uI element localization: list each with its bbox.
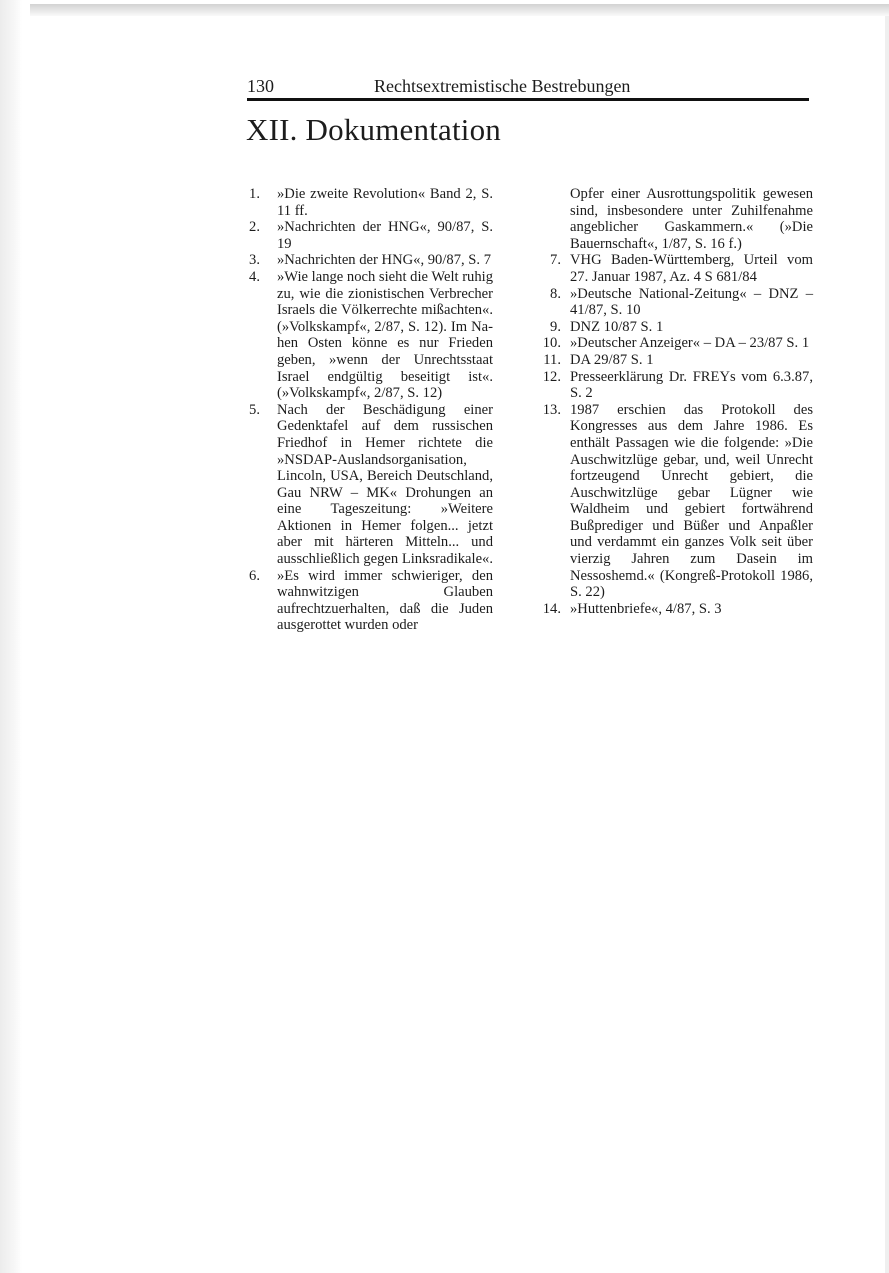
running-head [247,74,809,101]
note-4 [248,269,493,402]
note-text: »Nachrichten der HNG«, 90/87, S. 19 [277,219,493,252]
note-text: »Huttenbriefe«, 4/87, S. 3 [570,600,722,617]
note-7 [535,252,813,285]
note-text: DNZ 10/87 S. 1 [570,318,664,335]
note-number: 2. [249,219,260,236]
note-10 [535,335,813,352]
note-number: 14. [542,600,561,617]
note-2 [248,219,493,252]
note-number: 10. [542,335,561,352]
note-13 [535,402,813,601]
note-9 [535,319,813,336]
scan-edge-left [0,0,22,1273]
note-11 [535,352,813,369]
note-12 [535,369,813,402]
note-number: 1. [249,186,260,202]
note-number: 3. [249,252,260,269]
note-text: VHG Baden-Württemberg, Urteil vom 27. Januar 1987, Az. 4 S 681/84 [570,252,813,285]
note-text: »Deutsche National-Zeitung« – DNZ – 41/87, S. 10 [570,285,813,319]
note-number: 12. [542,368,561,385]
page-number: 130 [247,76,274,96]
scan-edge-top [30,4,889,16]
note-8 [535,286,813,319]
note-text: Presseerklärung Dr. FREYs vom 6.3.87, S. 2 [570,368,813,402]
note-text: »Es wird immer schwieriger, den wahnwitzigen Glauben aufrechtzuerhalten, daß die Juden ausgerottet wurden oder [277,567,493,634]
note-text: »Nachrichten der HNG«, 90/87, S. 7 [277,252,491,269]
note-text: »Deutscher Anzeiger« – DA – 23/87 S. 1 [570,335,810,352]
section-heading: XII. Dokumentation [246,112,501,147]
note-text: Opfer einer Ausrottungspolitik gewesen sind, insbesondere unter Zuhilfenahme angeblicher Gaskammern.« (»Die Bauernschaft«, 1/87, S. 16 f.) [570,186,813,252]
note-14 [535,601,813,618]
note-1 [248,186,493,219]
note-number: 5. [249,401,260,418]
note-6-continuation [535,186,813,252]
note-number: 6. [249,567,260,584]
note-number: 9. [550,318,561,335]
note-text: DA 29/87 S. 1 [570,351,654,368]
note-number: 4. [249,268,260,285]
note-number: 7. [550,252,561,269]
notes-column-left [248,186,493,634]
notes-column-right [535,186,813,617]
note-text: »Wie lange noch sieht die Welt ruhig zu, wie die zionistischen Verbrecher Israels die Völkerrechte mißachten«. (»Volkskampf«, 2/87, S. 12). Im Nahen Osten könne es nur Frieden geben, »wenn der Unrechtsstaat Israel endgültig beseitigt ist«. (»Volkskampf«, 2/87, S. 12) [277,268,494,402]
note-number: 13. [542,401,561,418]
note-3 [248,252,493,269]
note-text: »Die zweite Revolution« Band 2, S. 11 ff. [277,186,493,219]
note-text: Nach der Beschädigung einer Gedenktafel auf dem russischen Friedhof in Hemer richtete die »NSDAP-Auslandsorganisation, Lincoln, USA, Bereich Deutschland, Gau NRW – MK« Drohungen an eine Tageszeitung: »Weitere Aktionen in Hemer folgen... jetzt aber mit härteren Mitteln... und ausschließlich gegen Linksradikale«. [277,401,493,568]
note-6 [248,568,493,634]
note-number: 8. [550,285,561,302]
note-text: 1987 erschien das Protokoll des Kongresses aus dem Jahre 1986. Es enthält Passagen wie die folgende: »Die Auschwitzlüge gebar, und, weil Unrecht fortzeugend Unrecht gebiert, die Auschwitzlüge gebar Lügner wie Waldheim und gebiert fortwährend Bußprediger und Büßer und Anpaßler und verdammt ein ganzes Volk seit über vierzig Jahren zum Dasein im Nessoshemd.« (Kongreß-Protokoll 1986, S. 22) [570,401,813,601]
note-number: 11. [543,351,561,368]
scan-edge-right [885,16,889,1273]
note-5 [248,402,493,568]
running-title: Rechtsextremistische Bestrebungen [374,76,631,96]
